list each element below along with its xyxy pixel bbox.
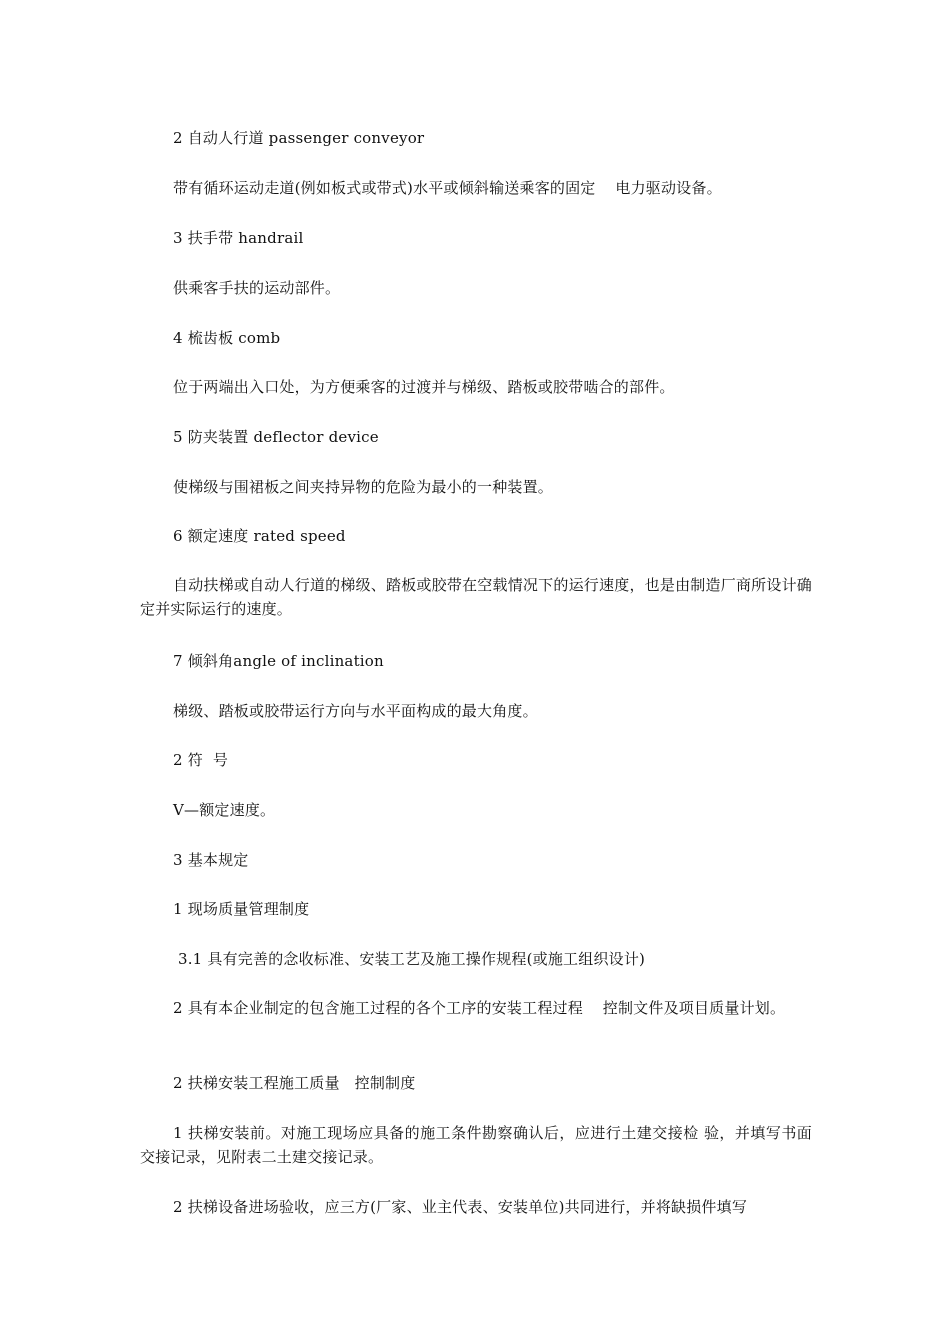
term-deflector-device-definition: 使梯级与围裙板之间夹持异物的危险为最小的一种装置。 (173, 478, 554, 496)
clause-civil-handover-inspection: 1 扶梯安装前。对施工现场应具备的施工条件勘察确认后，应进行土建交接检 验，并填写书面交接记录，见附表二土建交接记录。 (140, 1124, 812, 1166)
term-handrail-heading: 3 扶手带 handrail (173, 229, 304, 247)
term-comb-heading: 4 梳齿板 comb (173, 329, 281, 347)
term-passenger-conveyor-definition: 带有循环运动走道(例如板式或带式)水平或倾斜输送乘客的固定 电力驱动设备。 (173, 179, 722, 197)
term-comb-definition: 位于两端出入口处，为方便乘客的过渡并与梯级、踏板或胶带啮合的部件。 (173, 378, 675, 396)
section-symbols-heading: 2 符 号 (173, 751, 229, 769)
subsection-site-quality-management-heading: 1 现场质量管理制度 (173, 900, 310, 918)
term-passenger-conveyor-heading: 2 自动人行道 passenger conveyor (173, 129, 425, 147)
clause-equipment-acceptance: 2 扶梯设备进场验收，应三方(厂家、业主代表、安装单位)共同进行，并将缺损件填写 (173, 1198, 748, 1216)
term-rated-speed-definition: 自动扶梯或自动人行道的梯级、踏板或胶带在空载情况下的运行速度，也是由制造厂商所设计确定并实际运行的速度。 (140, 576, 812, 618)
term-deflector-device-heading: 5 防夹装置 deflector device (173, 428, 379, 446)
clause-acceptance-standards: 3.1 具有完善的念收标准、安装工艺及施工操作规程(或施工组织设计) (173, 950, 646, 968)
subsection-construction-quality-control-heading: 2 扶梯安装工程施工质量 控制制度 (173, 1074, 416, 1092)
section-basic-provisions-heading: 3 基本规定 (173, 851, 249, 869)
term-rated-speed-heading: 6 额定速度 rated speed (173, 527, 346, 545)
symbol-v-definition: V—额定速度。 (173, 801, 276, 819)
term-angle-of-inclination-heading: 7 倾斜角angle of inclination (173, 652, 384, 670)
term-handrail-definition: 供乘客手扶的运动部件。 (173, 279, 341, 297)
clause-process-control-documents: 2 具有本企业制定的包含施工过程的各个工序的安装工程过程 控制文件及项目质量计划。 (173, 999, 786, 1017)
term-angle-of-inclination-definition: 梯级、踏板或胶带运行方向与水平面构成的最大角度。 (173, 702, 538, 720)
